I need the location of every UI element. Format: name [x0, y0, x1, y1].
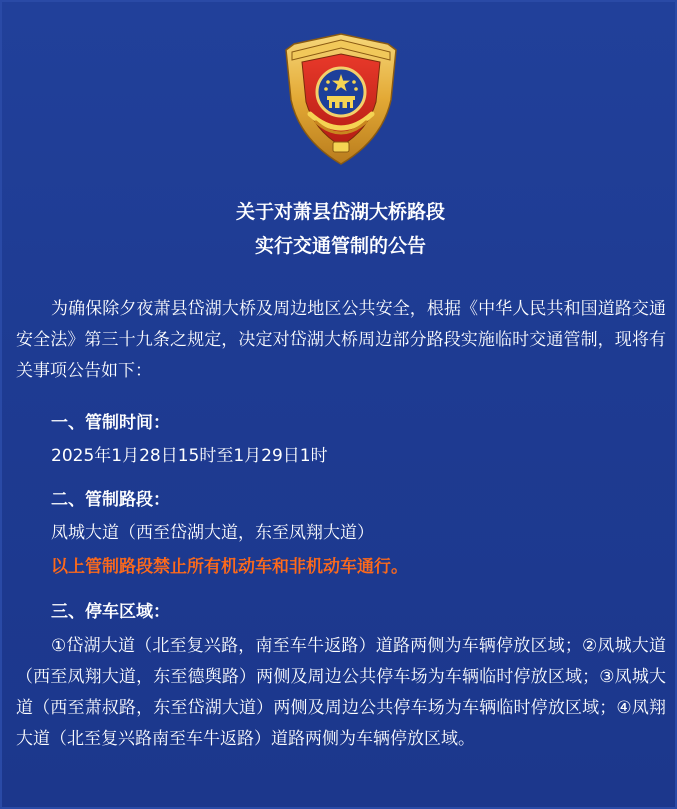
section2-warning: 以上管制路段禁止所有机动车和非机动车通行。: [51, 557, 408, 577]
notice-title-line2: 实行交通管制的公告: [254, 235, 426, 257]
section2-text: 凤城大道（西至岱湖大道，东至凤翔大道）: [51, 523, 374, 543]
section1-text: 2025年1月28日15时至1月29日1时: [51, 446, 328, 466]
section1-heading: 一、管制时间：: [51, 413, 170, 433]
notice-title-line1: 关于对萧县岱湖大桥路段: [235, 201, 445, 223]
intro-paragraph: 为确保除夕夜萧县岱湖大桥及周边地区公共安全，根据《中华人民共和国道路交通安全法》第三十九条之规定，决定对岱湖大桥周边部分路段实施临时交通管制，现将有关事项公告如下：: [16, 299, 666, 381]
section2-heading: 二、管制路段：: [51, 490, 170, 510]
section3-text: ①岱湖大道（北至复兴路，南至车牛返路）道路两侧为车辆停放区域；②凤城大道（西至凤翔大道，东至德舆路）两侧及周边公共停车场为车辆临时停放区域；③凤城大道（西至萧叔路，东至岱湖大道）两侧及周边公共停车场为车辆临时停放区域；④凤翔大道（北至复兴路南至车牛返路）道路两侧为车辆停放区域。: [16, 636, 666, 749]
section3-heading: 三、停车区域：: [51, 602, 170, 622]
police-emblem-icon: [270, 30, 412, 170]
